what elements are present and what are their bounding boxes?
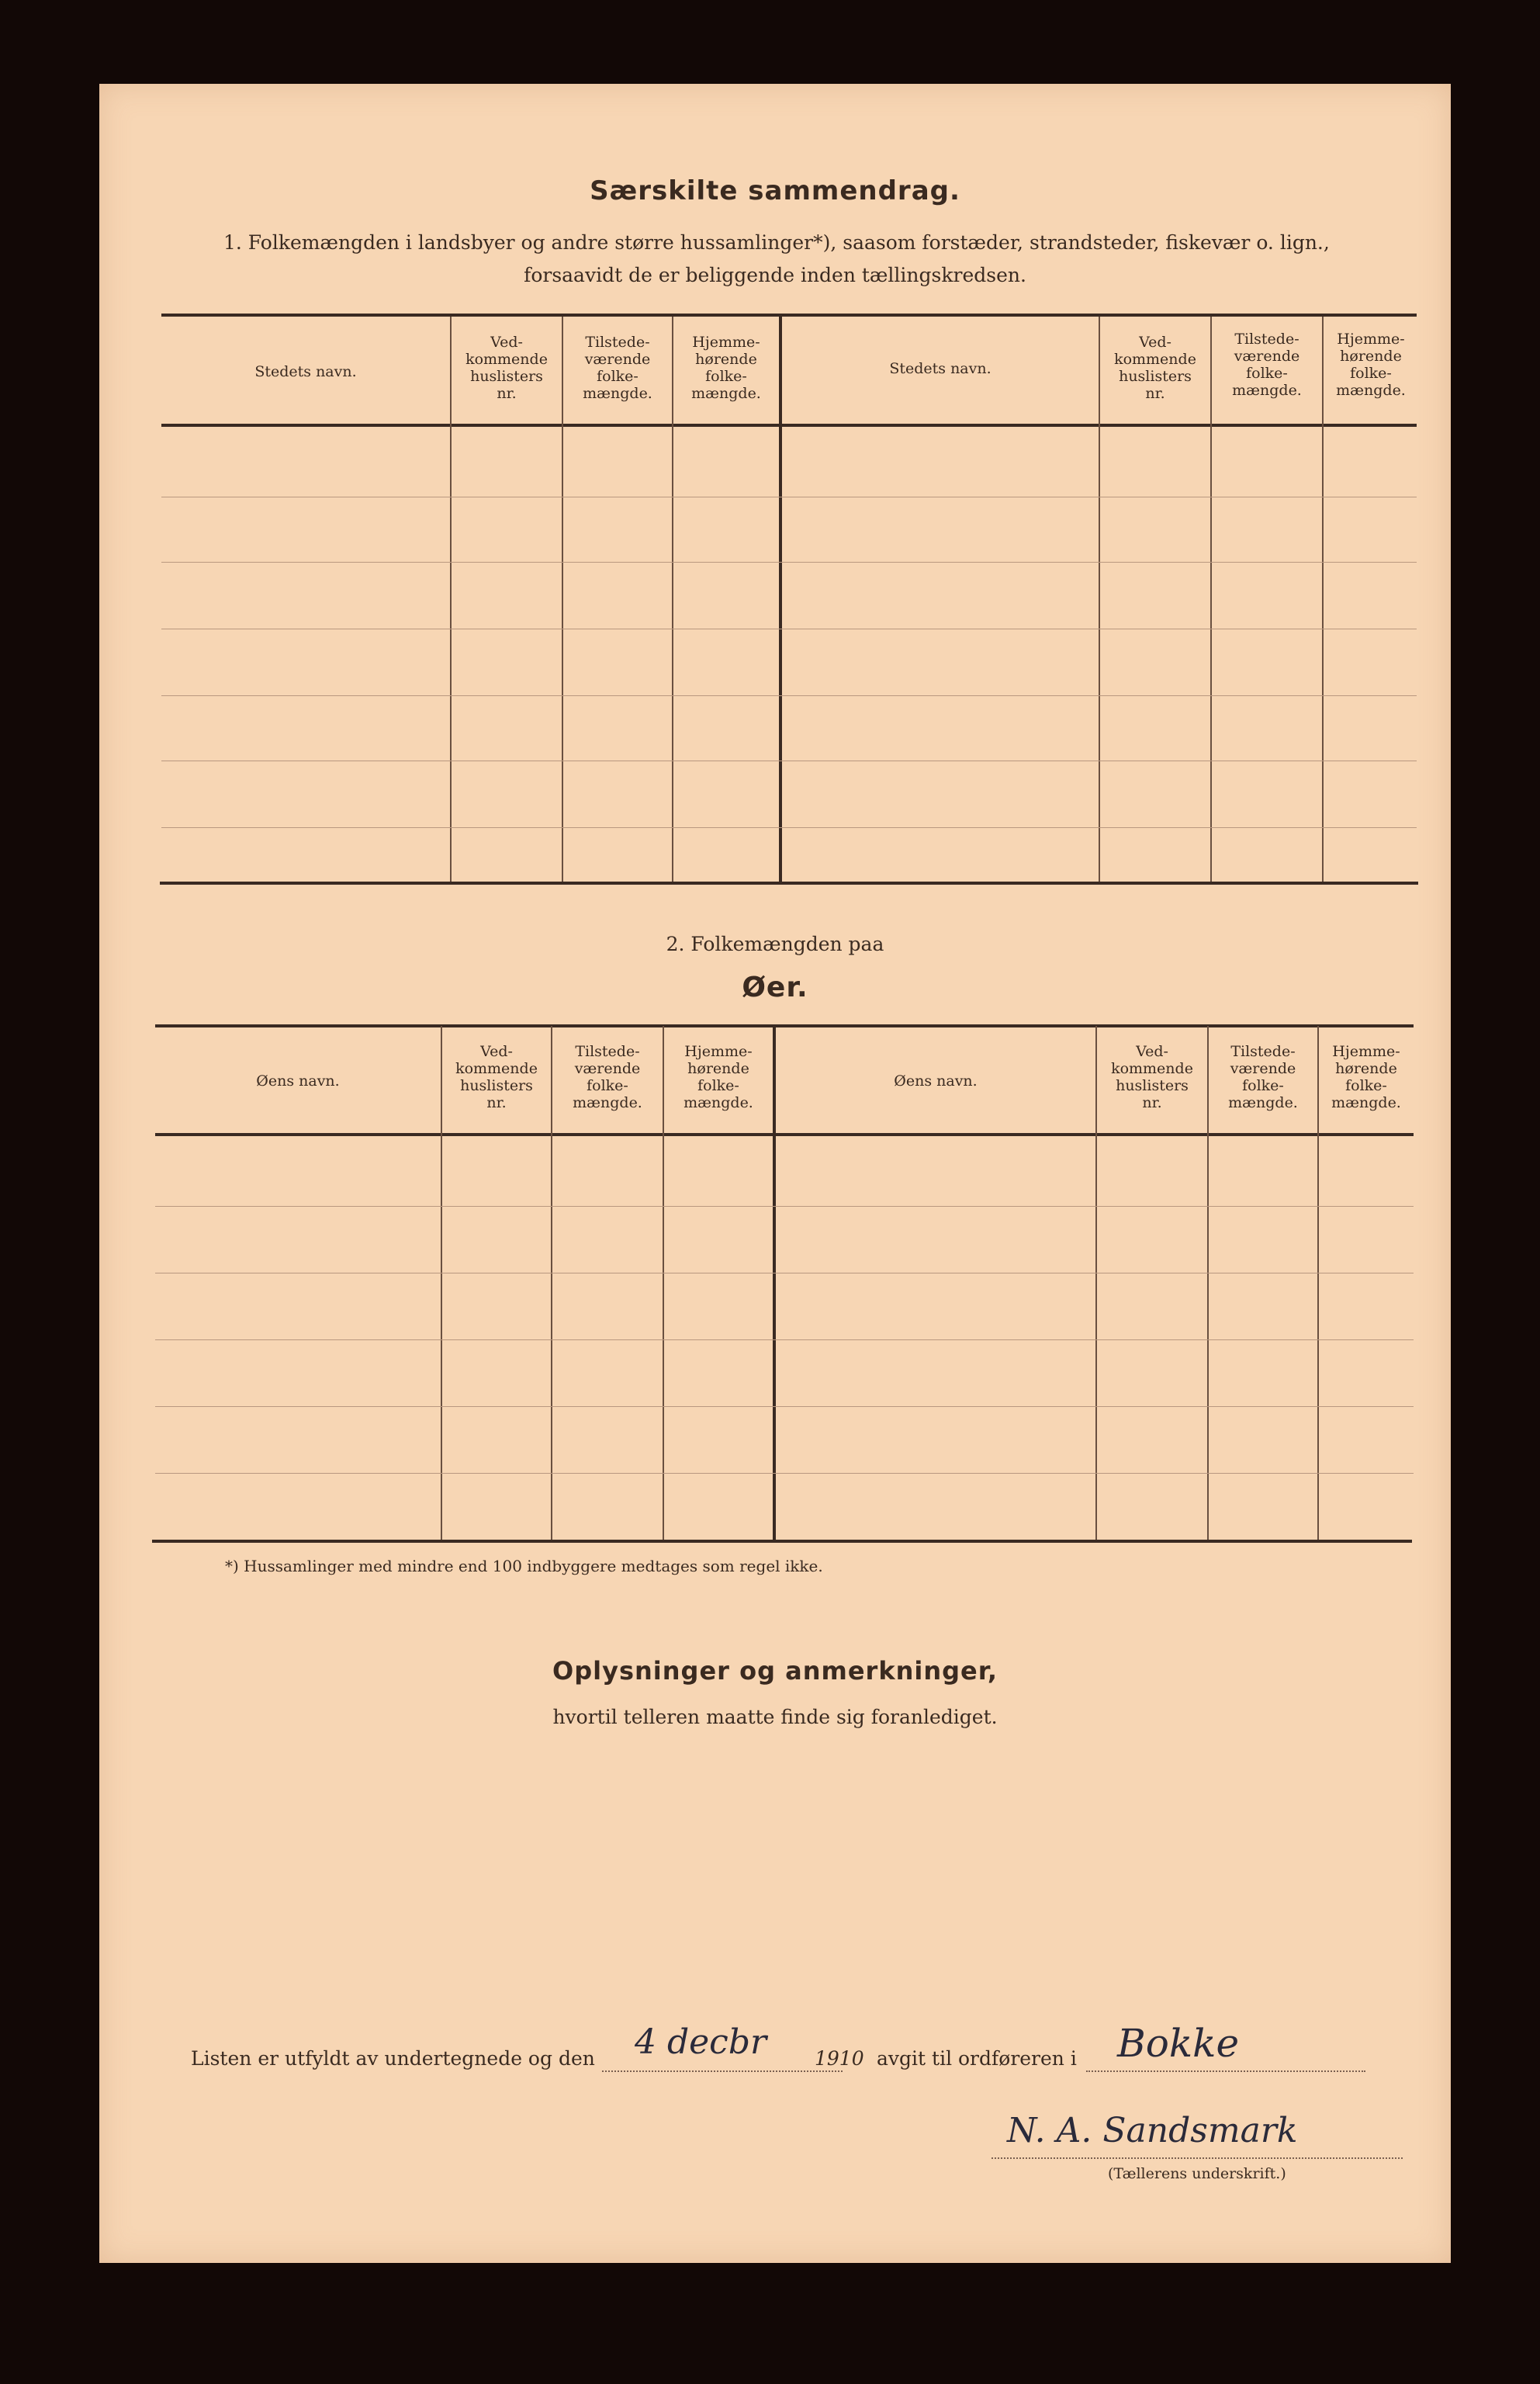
- signature-prefix: Listen er utfyldt av undertegnede og den: [191, 2047, 595, 2070]
- t2-header-col2-left: Tilstede- værende folke- mængde.: [573, 1043, 642, 1111]
- t1-header-name-right: Stedets navn.: [889, 360, 991, 377]
- census-form-page: [99, 84, 1451, 2263]
- footnote: *) Hussamlinger med mindre end 100 indbyggere medtages som regel ikke.: [225, 1557, 823, 1575]
- t2-header-col3-right: Hjemme- hørende folke- mængde.: [1331, 1043, 1401, 1111]
- t2-header-col2-right: Tilstede- værende folke- mængde.: [1228, 1043, 1298, 1111]
- date-handwritten: 4 decbr: [635, 2022, 767, 2062]
- section1-intro-line2: forsaavidt de er beliggende inden tællingskredsen.: [524, 264, 1026, 286]
- year: 1910: [815, 2047, 864, 2070]
- signature-handwritten: N. A. Sandsmark: [1007, 2111, 1298, 2150]
- section1-intro-line1: 1. Folkemængden i landsbyer og andre større hussamlinger*), saasom forstæder, strandsteder, fiskevær o. lign.,: [223, 231, 1330, 254]
- t1-header-col1-right: Ved- kommende huslisters nr.: [1114, 334, 1196, 402]
- t2-header-name-left: Øens navn.: [256, 1072, 340, 1090]
- t2-header-name-right: Øens navn.: [894, 1072, 978, 1090]
- t2-header-col1-left: Ved- kommende huslisters nr.: [455, 1043, 538, 1111]
- signature-caption: (Tællerens underskrift.): [1108, 2165, 1286, 2182]
- t1-header-col2-right: Tilstede- værende folke- mængde.: [1232, 331, 1302, 399]
- signature-middle: avgit til ordføreren i: [877, 2047, 1077, 2070]
- form-heading: Særskilte sammendrag.: [590, 175, 960, 206]
- remarks-subtitle: hvortil telleren maatte finde sig foranlediget.: [552, 1706, 998, 1728]
- t1-header-name-left: Stedets navn.: [254, 363, 357, 380]
- t1-header-col2-left: Tilstede- værende folke- mængde.: [583, 334, 652, 402]
- remarks-title: Oplysninger og anmerkninger,: [552, 1656, 998, 1686]
- section2-intro-line1: 2. Folkemængden paa: [666, 933, 884, 955]
- t1-header-col3-right: Hjemme- hørende folke- mængde.: [1336, 331, 1406, 399]
- t1-header-col3-left: Hjemme- hørende folke- mængde.: [691, 334, 761, 402]
- t2-header-col1-right: Ved- kommende huslisters nr.: [1111, 1043, 1193, 1111]
- place-handwritten: Bokke: [1117, 2021, 1240, 2066]
- t1-header-col1-left: Ved- kommende huslisters nr.: [465, 334, 548, 402]
- section2-title: Øer.: [742, 972, 808, 1003]
- t2-header-col3-left: Hjemme- hørende folke- mængde.: [683, 1043, 753, 1111]
